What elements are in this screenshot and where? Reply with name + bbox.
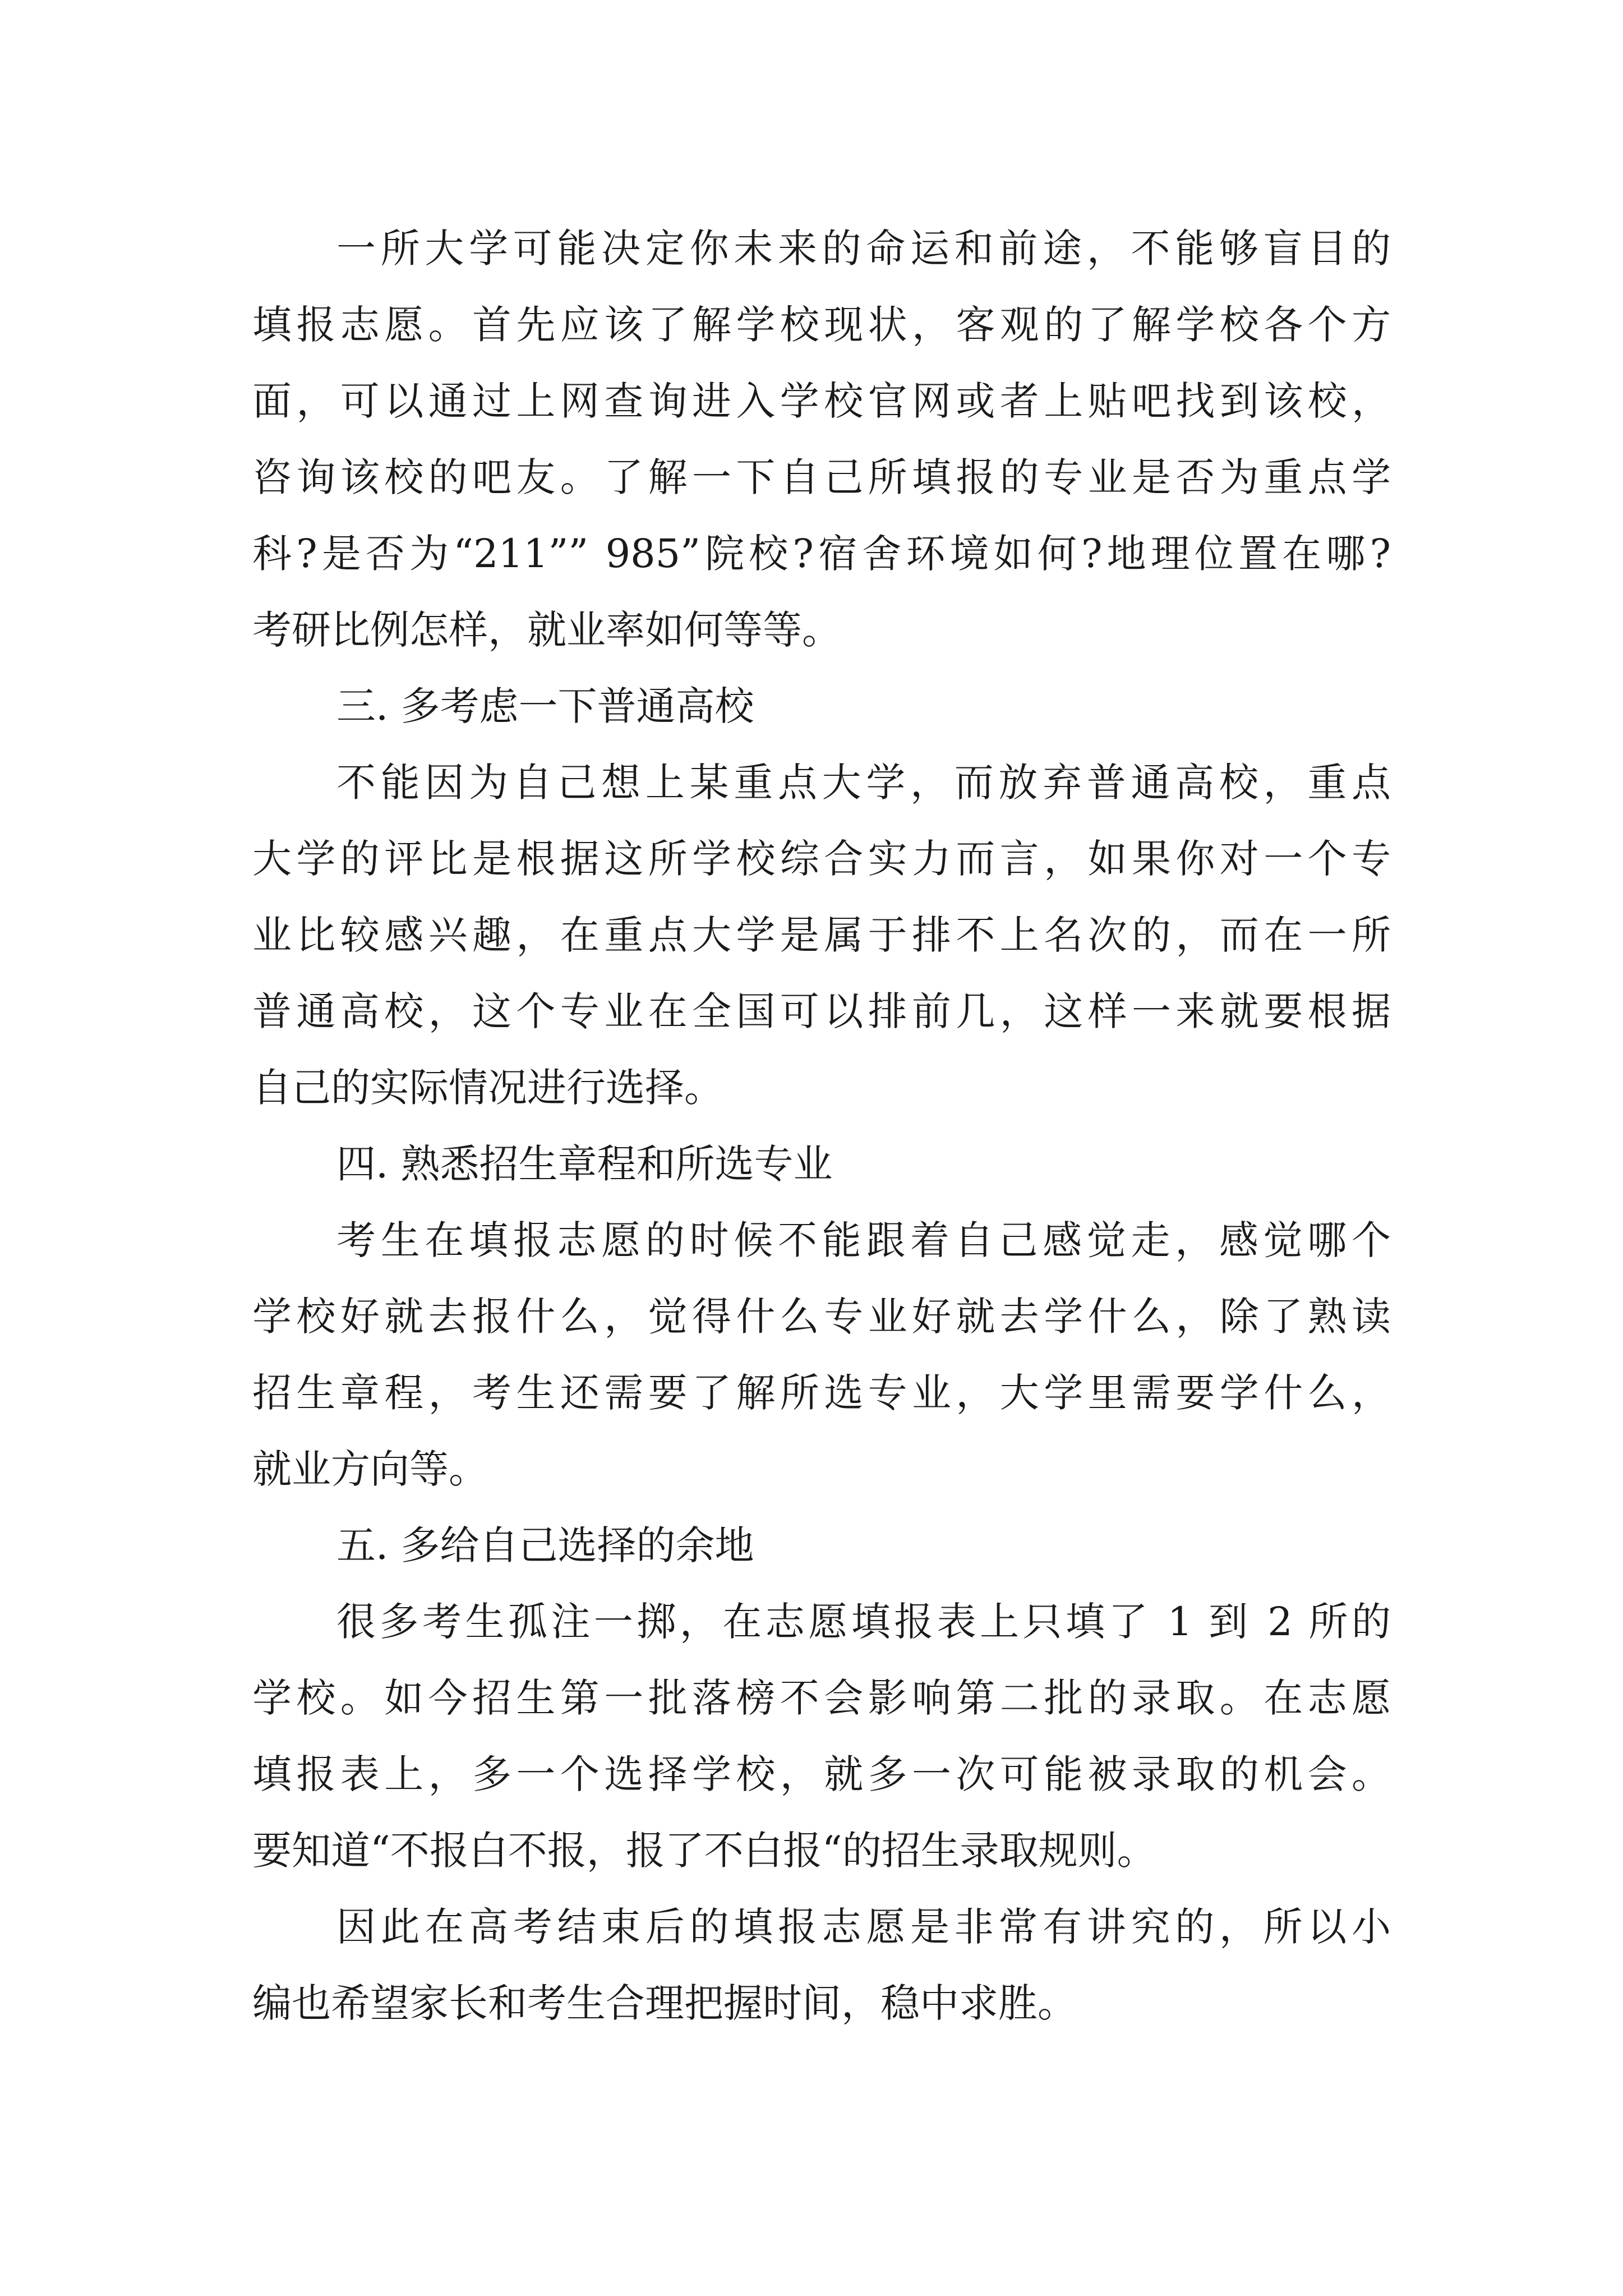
paragraph-ordinary-colleges xyxy=(252,744,1391,1126)
text-line: 考生在填报志愿的时候不能跟着自己感觉走，感觉哪个 xyxy=(336,1217,1391,1263)
text-line: 很多考生孤注一掷，在志愿填报表上只填了 1 到 2 所的 xyxy=(336,1599,1391,1645)
text-line: 科?是否为“211”” 985”院校?宿舍环境如何?地理位置在哪? xyxy=(252,531,1391,577)
document-body xyxy=(252,210,1391,2041)
text-line: 学校好就去报什么，觉得什么专业好就去学什么，除了熟读 xyxy=(252,1294,1391,1340)
text-line: 学校。如今招生第一批落榜不会影响第二批的录取。在志愿 xyxy=(252,1675,1391,1721)
section-heading-four xyxy=(252,1126,1391,1202)
text-line: 考研比例怎样，就业率如何等等。 xyxy=(252,607,841,653)
text-line: 编也希望家长和考生合理把握时间，稳中求胜。 xyxy=(252,1980,1077,2026)
text-line: 不能因为自己想上某重点大学，而放弃普通高校，重点 xyxy=(336,760,1391,806)
text-line: 因此在高考结束后的填报志愿是非常有讲究的，所以小 xyxy=(336,1904,1391,1950)
text-line: 招生章程，考生还需要了解所选专业，大学里需要学什么， xyxy=(252,1370,1391,1416)
paragraph-admission-rules xyxy=(252,1202,1391,1507)
text-line: 业比较感兴趣，在重点大学是属于排不上名次的，而在一所 xyxy=(252,912,1391,958)
section-heading-three xyxy=(252,668,1391,744)
text-line: 填报志愿。首先应该了解学校现状，客观的了解学校各个方 xyxy=(252,302,1391,348)
text-line: 一所大学可能决定你未来的命运和前途，不能够盲目的 xyxy=(336,226,1391,272)
text-line: 就业方向等。 xyxy=(252,1446,488,1492)
heading-text: 五. 多给自己选择的余地 xyxy=(336,1522,754,1568)
paragraph-more-choices xyxy=(252,1584,1391,1889)
paragraph-conclusion xyxy=(252,1889,1391,2041)
text-line: 填报表上，多一个选择学校，就多一次可能被录取的机会。 xyxy=(252,1751,1391,1797)
paragraph-school-research xyxy=(252,210,1391,668)
text-line: 普通高校，这个专业在全国可以排前几，这样一来就要根据 xyxy=(252,988,1391,1034)
text-line: 咨询该校的吧友。了解一下自己所填报的专业是否为重点学 xyxy=(252,454,1391,500)
text-line: 面，可以通过上网查询进入学校官网或者上贴吧找到该校， xyxy=(252,378,1391,424)
text-line: 自己的实际情况进行选择。 xyxy=(252,1065,723,1111)
text-line: 大学的评比是根据这所学校综合实力而言，如果你对一个专 xyxy=(252,836,1391,882)
heading-text: 四. 熟悉招生章程和所选专业 xyxy=(336,1141,833,1187)
heading-text: 三. 多考虑一下普通高校 xyxy=(336,683,754,729)
text-line: 要知道“不报白不报，报了不白报“的招生录取规则。 xyxy=(252,1828,1156,1874)
section-heading-five xyxy=(252,1507,1391,1584)
